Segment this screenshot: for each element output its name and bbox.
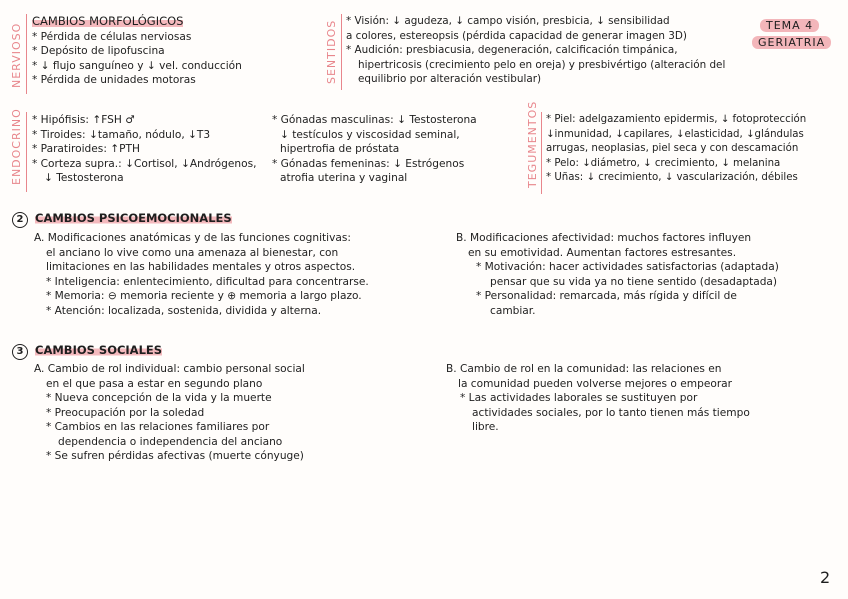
list-item: * Gónadas femeninas: ↓ Estrógenos xyxy=(272,157,465,170)
list-item: * Memoria: ⊖ memoria reciente y ⊕ memoria a largo plazo. xyxy=(46,290,362,302)
list-item: * Paratiroides: ↑PTH xyxy=(32,143,140,155)
section-number: 2 xyxy=(12,212,28,228)
list-item: pensar que su vida ya no tiene sentido (desadaptada) xyxy=(490,275,778,288)
list-item: * Tiroides: ↓tamaño, nódulo, ↓T3 xyxy=(32,128,211,141)
side-label-endocrino: ENDOCRINO xyxy=(10,108,23,185)
list-item: ↓ Testosterona xyxy=(44,172,124,184)
social-b-block xyxy=(446,362,750,435)
list-item: la comunidad pueden volverse mejores o empeorar xyxy=(458,377,733,390)
list-item: B. Cambio de rol en la comunidad: las relaciones en xyxy=(446,363,722,375)
list-item: * Audición: presbiacusia, degeneración, calcificación timpánica, xyxy=(346,44,678,56)
list-item: * Corteza supra.: ↓Cortisol, ↓Andrógenos, xyxy=(32,157,257,170)
section-social-heading xyxy=(12,343,162,360)
list-item: * Preocupación por la soledad xyxy=(46,406,205,419)
section-number: 3 xyxy=(12,344,28,360)
section-title: CAMBIOS PSICOEMOCIONALES xyxy=(35,211,232,225)
list-item: arrugas, neoplasias, piel seca y con descamación xyxy=(546,143,799,154)
list-item: * Nueva concepción de la vida y la muerte xyxy=(46,392,272,404)
list-item: * Hipófisis: ↑FSH ♂ xyxy=(32,114,135,126)
list-item: * Cambios en las relaciones familiares por xyxy=(46,421,270,433)
list-item: * Las actividades laborales se sustituyen por xyxy=(460,392,698,404)
psico-a-block xyxy=(34,231,369,318)
list-item: * Pérdida de células nerviosas xyxy=(32,30,192,43)
list-item: * Motivación: hacer actividades satisfactorias (adaptada) xyxy=(476,261,779,273)
psico-b-block xyxy=(456,231,779,318)
list-item: cambiar. xyxy=(490,304,536,317)
tegumentos-block xyxy=(546,113,806,186)
list-item: en su emotividad. Aumentan factores estresantes. xyxy=(468,246,737,259)
divider-endocrino xyxy=(26,112,27,192)
list-item: * Atención: localizada, sostenida, dividida y alterna. xyxy=(46,304,322,317)
list-item: dependencia o independencia del anciano xyxy=(58,435,283,448)
list-item: actividades sociales, por lo tanto tienen más tiempo xyxy=(472,406,750,419)
sentidos-block xyxy=(346,14,725,87)
list-item: * Pelo: ↓diámetro, ↓ crecimiento, ↓ melanina xyxy=(546,157,781,169)
list-item: ↓inmunidad, ↓capilares, ↓elasticidad, ↓glándulas xyxy=(546,128,804,140)
list-item: a colores, estereopsis (pérdida capacidad de generar imagen 3D) xyxy=(346,29,687,42)
list-item: A. Modificaciones anatómicas y de las funciones cognitivas: xyxy=(34,232,351,244)
divider-nervioso xyxy=(26,14,27,94)
page-number: 2 xyxy=(820,568,831,587)
list-item: * ↓ flujo sanguíneo y ↓ vel. conducción xyxy=(32,59,242,72)
nervioso-block xyxy=(32,14,242,88)
endocrino-block xyxy=(32,113,256,186)
list-item: equilibrio por alteración vestibular) xyxy=(358,73,542,85)
tema-tag: TEMA 4 xyxy=(760,14,819,33)
section-psico-heading xyxy=(12,211,232,228)
list-item: libre. xyxy=(472,421,499,433)
list-item: * Se sufren pérdidas afectivas (muerte cónyuge) xyxy=(46,450,304,462)
list-item: el anciano lo vive como una amenaza al bienestar, con xyxy=(46,246,339,259)
divider-sentidos xyxy=(341,14,342,90)
section-title: CAMBIOS SOCIALES xyxy=(35,343,163,357)
list-item: ↓ testículos y viscosidad seminal, xyxy=(280,128,460,141)
list-item: * Inteligencia: enlentecimiento, dificultad para concentrarse. xyxy=(46,275,369,288)
side-label-tegumentos: TEGUMENTOS xyxy=(526,100,539,188)
social-a-block xyxy=(34,362,305,464)
divider-tegumentos xyxy=(541,112,542,194)
nervioso-title: CAMBIOS MORFOLÓGICOS xyxy=(32,14,184,28)
list-item: atrofia uterina y vaginal xyxy=(280,172,408,184)
list-item: * Piel: adelgazamiento epidermis, ↓ fotoprotección xyxy=(546,114,807,125)
list-item: * Depósito de lipofuscina xyxy=(32,45,165,57)
list-item: limitaciones en las habilidades mentales y otros aspectos. xyxy=(46,261,356,273)
geriatria-tag: GERIATRIA xyxy=(752,31,831,50)
list-item: * Gónadas masculinas: ↓ Testosterona xyxy=(272,114,477,126)
list-item: B. Modificaciones afectividad: muchos factores influyen xyxy=(456,232,752,244)
list-item: * Pérdida de unidades motoras xyxy=(32,74,196,86)
list-item: A. Cambio de rol individual: cambio personal social xyxy=(34,363,305,375)
side-label-sentidos: SENTIDOS xyxy=(325,19,338,84)
list-item: hipertricosis (crecimiento pelo en oreja) y presbivértigo (alteración del xyxy=(358,58,726,71)
list-item: * Personalidad: remarcada, más rígida y difícil de xyxy=(476,290,737,302)
list-item: hipertrofia de próstata xyxy=(280,143,400,155)
list-item: * Visión: ↓ agudeza, ↓ campo visión, presbicia, ↓ sensibilidad xyxy=(346,15,670,27)
list-item: en el que pasa a estar en segundo plano xyxy=(46,377,263,390)
side-label-nervioso: NERVIOSO xyxy=(10,22,23,88)
gonadas-block xyxy=(272,113,477,186)
list-item: * Uñas: ↓ crecimiento, ↓ vascularización, débiles xyxy=(546,172,798,183)
